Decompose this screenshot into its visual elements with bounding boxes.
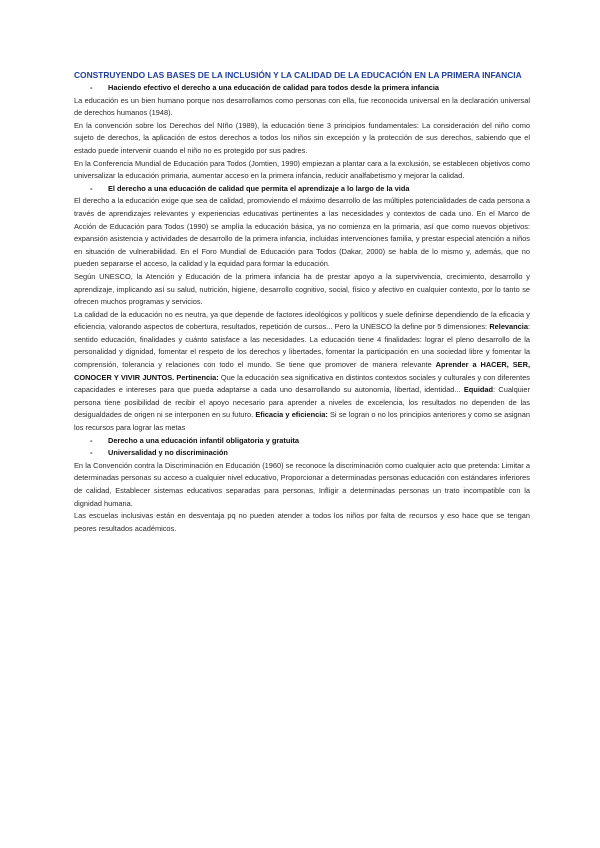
text-run: La calidad de la educación no es neutra, ya que depende de factores ideológicos y políticos y suele definirse dependiendo de la eficacia y eficiencia, valorando aspectos de cobertura, resultados, repetición de cursos... Pero la UNESCO la define por 5 dimensiones: xyxy=(74,309,530,332)
text-run: : Cualquier persona tiene posibilidad de recibir el apoyo necesario para aprender a niveles de excelencia, los resultados no dependen de las desigualdades de origen ni se interponen en su futuro. xyxy=(74,385,531,420)
term-equidad: Equidad xyxy=(463,385,494,395)
bullet-dash: - xyxy=(90,448,93,458)
document-page xyxy=(74,70,530,535)
bullet-dash: - xyxy=(90,183,93,193)
section-heading-universalidad xyxy=(74,447,530,460)
term-eficacia: Eficacia y eficiencia: xyxy=(255,410,328,420)
document-title: CONSTRUYENDO LAS BASES DE LA INCLUSIÓN Y LA CALIDAD DE LA EDUCACIÓN EN LA PRIMERA INFANCIA xyxy=(74,70,522,80)
section-heading-text: Derecho a una educación infantil obligatoria y gratuita xyxy=(108,435,299,445)
section-heading-text: El derecho a una educación de calidad que permita el aprendizaje a lo largo de la vida xyxy=(108,183,410,193)
section-heading-derecho-calidad-todos xyxy=(74,82,530,95)
section-heading-text: Universalidad y no discriminación xyxy=(108,448,228,458)
paragraph: En la Convención contra la Discriminación en Educación (1960) se reconoce la discriminación como cualquier acto que pretenda: Limitar a determinadas personas su acceso a cualquier nivel educativo, Proporcionar a determinadas personas educación con estándares inferiores de calidad, Establecer sistemas educativos separadas para personas, Infligir a determinadas personas un trato incompatible con la dignidad humana. xyxy=(74,460,530,508)
paragraph-dimensiones xyxy=(74,309,530,435)
paragraph: La educación es un bien humano porque nos desarrollamos como personas con ella, fue reconocida universal en la declaración universal de derechos humanos (1948). xyxy=(74,95,530,118)
paragraph: Las escuelas inclusivas están en desventaja pq no pueden atender a todos los niños por falta de recursos y eso hace que se tengan peores resultados académicos. xyxy=(74,511,530,533)
paragraph: En la Conferencia Mundial de Educación para Todos (Jomtien, 1990) empiezan a plantar cara a la exclusión, se establecen objetivos como universalizar la educación primaria, aumentar acceso en la primera infancia, reducir analfabetismo y mejorar la calidad. xyxy=(74,158,530,181)
text-run: : sentido educación, finalidades y cuánto satisface a las necesidades. La educación tiene 4 finalidades: lograr el pleno desarrollo de la personalidad y dignidad, fomentar el respeto de los derechos y libertades, fomentar la participación en una sociedad libre y fomentar la comprensión, tolerancia y relaciones con todo el mundo. Se tiene que promover de manera relevante xyxy=(74,322,530,370)
paragraph: En la convención sobre los Derechos del NIño (1989), la educación tiene 3 principios fundamentales: La consideración del niño como sujeto de derechos, la aplicación de estos derechos a todos los niños sin excepción y la protección de sus derechos, sabiendo que el estado puede intervenir cuando el niño no es protegido por sus padres. xyxy=(74,120,530,155)
bullet-dash: - xyxy=(90,435,93,445)
text-run: Que la educación sea significativa en distintos contextos sociales y culturales y con diferentes capacidades e intereses para que pueda adaptarse a cada uno desarrollando su autonomía, libertad, identidad... xyxy=(74,372,530,395)
section-heading-obligatoria-gratuita xyxy=(74,435,530,448)
term-aprender-pertinencia: Aprender a HACER, SER, CONOCER Y VIVIR JUNTOS. Pertinencia: xyxy=(74,360,530,382)
paragraph: Según UNESCO, la Atención y Educación de la primera infancia ha de prestar apoyo a la supervivencia, crecimiento, desarrollo y aprendizaje, implicando así su salud, nutrición, higiene, desarrollo cognitivo, social, físico y afectivo en cualquier contexto, por lo tanto se ofrecen muchos programas y servicios. xyxy=(74,271,530,307)
bullet-dash: - xyxy=(90,83,93,92)
section-heading-text: Haciendo efectivo el derecho a una educación de calidad para todos desde la primera infancia xyxy=(108,83,440,92)
paragraph: El derecho a la educación exige que sea de calidad, promoviendo el máximo desarrollo de las múltiples potencialidades de cada persona a través de aprendizajes relevantes y experiencias educativas pertinentes a las necesidades y contextos de cada uno. En el Marco de Acción de Educación para Todos (1990) se amplía la educación básica, ya no comienza en la primaria, así que como nuevos objetivos: expansión asistencia y actividades de desarrollo de la primera infancia, incluidas intervenciones familia, y prestar especial atención a niños en situación de vulnerabilidad. En el Foro Mundial de Educación para Todos (Dakar, 2000) se habla de lo mismo y, además, que no pueden separarse el acceso, la calidad y la equidad para formar la educación. xyxy=(74,196,530,269)
section-heading-aprendizaje-vida xyxy=(74,183,530,196)
text-run: Si se logran o no los principios anteriores y como se asignan los recursos para lograr las metas xyxy=(74,410,530,433)
term-relevancia: Relevancia xyxy=(489,322,528,332)
